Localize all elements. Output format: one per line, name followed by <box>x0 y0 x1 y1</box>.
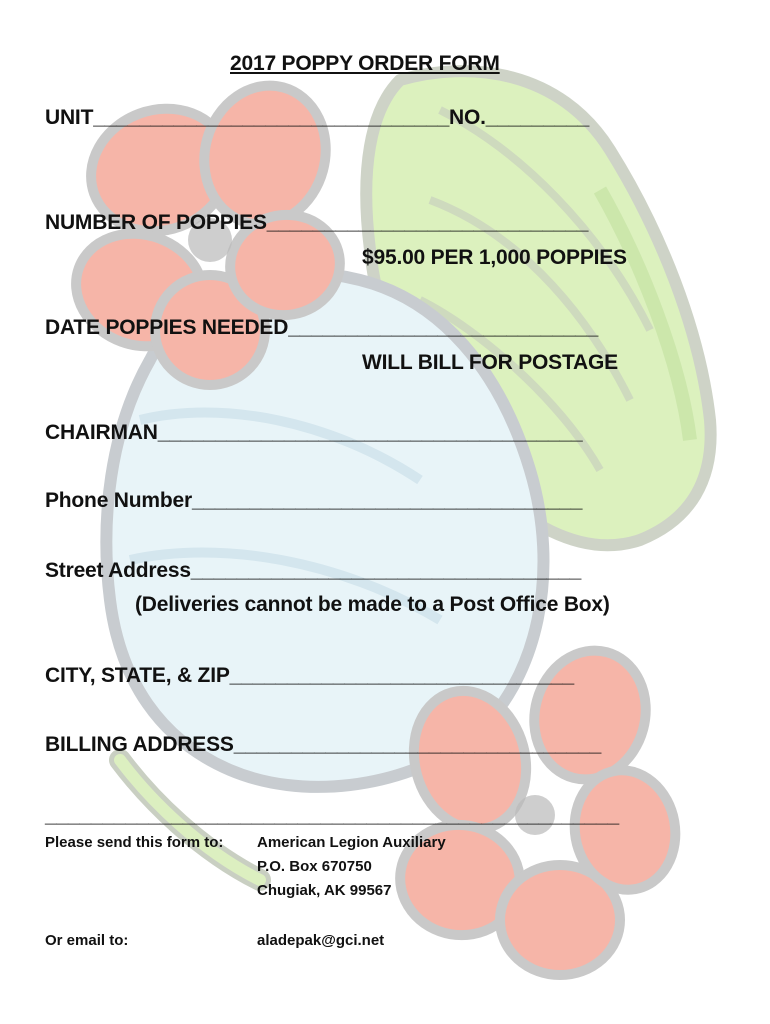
delivery-note: (Deliveries cannot be made to a Post Office Box) <box>135 593 610 616</box>
price-note: $95.00 PER 1,000 POPPIES <box>362 246 627 269</box>
mailing-po-box: P.O. Box 670750 <box>257 858 372 875</box>
chairman-field-line[interactable]: CHAIRMAN_____________________________________ <box>45 421 583 444</box>
email-label: Or email to: <box>45 932 129 949</box>
email-address[interactable]: aladepak@gci.net <box>257 932 385 949</box>
form-title: 2017 POPPY ORDER FORM <box>230 52 500 75</box>
mailing-org: American Legion Auxiliary <box>257 834 446 851</box>
number-of-poppies-field-line[interactable]: NUMBER OF POPPIES____________________________ <box>45 211 589 234</box>
billing-address-field-line[interactable]: BILLING ADDRESS________________________________ <box>45 733 602 756</box>
city-state-zip-field-line[interactable]: CITY, STATE, & ZIP______________________________ <box>45 664 575 687</box>
send-to-label: Please send this form to: <box>45 834 224 851</box>
unit-field-line[interactable]: UNIT_______________________________NO._________ <box>45 106 590 129</box>
street-address-field-line[interactable]: Street Address__________________________________ <box>45 559 582 582</box>
mailing-city: Chugiak, AK 99567 <box>257 882 392 899</box>
date-needed-field-line[interactable]: DATE POPPIES NEEDED___________________________ <box>45 316 599 339</box>
phone-number-field-line[interactable]: Phone Number__________________________________ <box>45 489 583 512</box>
postage-note: WILL BILL FOR POSTAGE <box>362 351 618 374</box>
billing-address-second-line[interactable]: __________________________________________________ <box>45 804 619 827</box>
